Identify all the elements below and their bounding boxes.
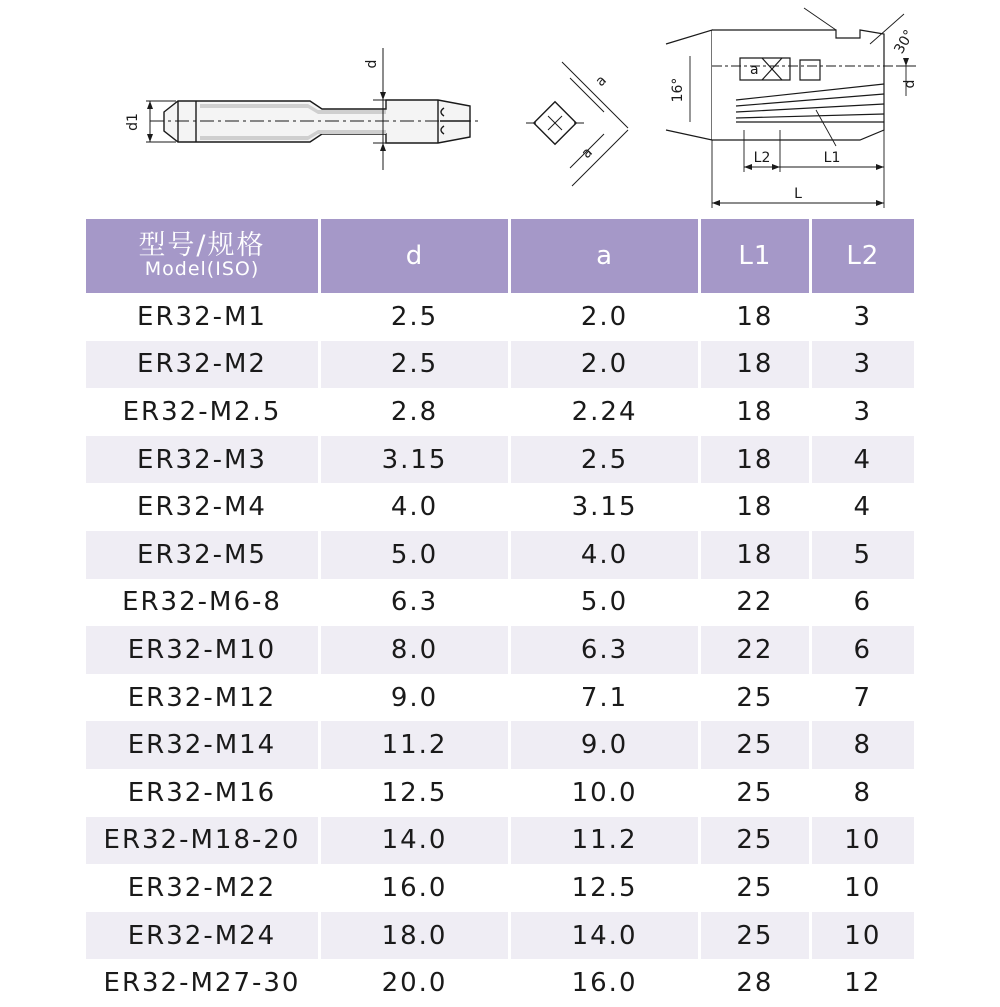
table-header-row bbox=[86, 219, 914, 293]
technical-drawings bbox=[0, 0, 1000, 215]
header-model bbox=[86, 219, 321, 293]
cell-model: ER32-M5 bbox=[86, 531, 321, 579]
cell-l1: 25 bbox=[701, 864, 812, 912]
cell-l1: 25 bbox=[701, 769, 812, 817]
table-row bbox=[86, 436, 914, 484]
cell-l1: 22 bbox=[701, 626, 812, 674]
drawings-svg bbox=[0, 0, 1000, 215]
cell-l1: 25 bbox=[701, 674, 812, 722]
cell-l2: 10 bbox=[844, 872, 882, 903]
cell-l1: 25 bbox=[701, 912, 812, 960]
table-row bbox=[86, 626, 914, 674]
header-L2: L2 bbox=[812, 219, 914, 293]
cell-d: 5.0 bbox=[321, 531, 511, 579]
cell-d: 9.0 bbox=[321, 674, 511, 722]
cell-l2: 7 bbox=[853, 682, 873, 713]
table-row bbox=[86, 579, 914, 627]
cell-d: 3.15 bbox=[321, 436, 511, 484]
header-a: a bbox=[511, 219, 701, 293]
header-model-en: Model(ISO) bbox=[144, 258, 260, 281]
label-a-lower: a bbox=[578, 144, 596, 162]
table-row bbox=[86, 674, 914, 722]
cell-l1: 18 bbox=[701, 436, 812, 484]
cell-model: ER32-M4 bbox=[86, 483, 321, 531]
cell-l1: 18 bbox=[701, 483, 812, 531]
cell-l2: 10 bbox=[812, 912, 914, 960]
label-a-upper: a bbox=[592, 72, 610, 90]
cell-d: 4.0 bbox=[321, 483, 511, 531]
cell-a: 14.0 bbox=[511, 912, 701, 960]
label-L1: L1 bbox=[823, 150, 841, 166]
cell-model: ER32-M6-8 bbox=[86, 579, 321, 627]
cell-model: ER32-M22 bbox=[86, 864, 321, 912]
cell-l1: 25 bbox=[701, 817, 812, 865]
cell-model: ER32-M18-20 bbox=[86, 817, 321, 865]
cell-d: 8.0 bbox=[321, 626, 511, 674]
cell-l2: 4 bbox=[812, 436, 914, 484]
cell-l2: 12 bbox=[844, 968, 882, 999]
spec-table bbox=[86, 219, 914, 1007]
cell-a: 7.1 bbox=[511, 674, 701, 722]
cell-d: 14.0 bbox=[321, 817, 511, 865]
cell-a: 11.2 bbox=[511, 817, 701, 865]
cell-d: 6.3 bbox=[321, 579, 511, 627]
cell-a: 16.0 bbox=[511, 959, 701, 1007]
cell-model: ER32-M12 bbox=[86, 674, 321, 722]
cell-a: 2.5 bbox=[511, 436, 701, 484]
cell-l2: 3 bbox=[812, 341, 914, 389]
cell-d: 11.2 bbox=[321, 721, 511, 769]
header-d: d bbox=[321, 219, 511, 293]
label-angle-30: 30° bbox=[891, 27, 918, 57]
table-row bbox=[86, 293, 914, 341]
cell-a: 9.0 bbox=[511, 721, 701, 769]
cell-l2: 3 bbox=[853, 301, 873, 332]
table-row bbox=[86, 388, 914, 436]
table-row bbox=[86, 483, 914, 531]
cell-l2: 3 bbox=[853, 396, 873, 427]
label-d-right: d bbox=[902, 79, 918, 89]
cell-l1: 25 bbox=[701, 721, 812, 769]
table-row bbox=[86, 769, 914, 817]
cell-a: 2.24 bbox=[511, 388, 701, 436]
cell-a: 2.0 bbox=[511, 293, 701, 341]
label-a-right: a bbox=[750, 62, 759, 78]
label-L: L bbox=[794, 186, 802, 202]
cell-l2: 4 bbox=[853, 492, 873, 523]
cell-d: 16.0 bbox=[321, 864, 511, 912]
cell-l2: 6 bbox=[812, 626, 914, 674]
cell-model: ER32-M27-30 bbox=[86, 959, 321, 1007]
cell-l2: 8 bbox=[853, 777, 873, 808]
label-angle-16: 16° bbox=[670, 77, 686, 103]
square-section-drawing bbox=[526, 62, 628, 186]
cell-l1: 18 bbox=[701, 293, 812, 341]
cell-l1: 18 bbox=[701, 388, 812, 436]
cell-d: 20.0 bbox=[321, 959, 511, 1007]
table-row bbox=[86, 721, 914, 769]
cell-model: ER32-M14 bbox=[86, 721, 321, 769]
cell-a: 2.0 bbox=[511, 341, 701, 389]
table-row bbox=[86, 817, 914, 865]
tap-shank-drawing bbox=[146, 48, 478, 170]
cell-a: 3.15 bbox=[511, 483, 701, 531]
collet-section-drawing bbox=[666, 8, 916, 208]
table-body bbox=[86, 293, 914, 1007]
cell-l1: 28 bbox=[701, 959, 812, 1007]
cell-d: 2.5 bbox=[321, 293, 511, 341]
cell-l1: 22 bbox=[701, 579, 812, 627]
cell-d: 18.0 bbox=[321, 912, 511, 960]
cell-l2: 6 bbox=[853, 587, 873, 618]
cell-model: ER32-M2.5 bbox=[86, 388, 321, 436]
table-row bbox=[86, 531, 914, 579]
header-L1: L1 bbox=[701, 219, 812, 293]
cell-d: 2.8 bbox=[321, 388, 511, 436]
cell-model: ER32-M10 bbox=[86, 626, 321, 674]
cell-l1: 18 bbox=[701, 531, 812, 579]
header-model-cn: 型号/规格 bbox=[138, 229, 266, 261]
cell-d: 12.5 bbox=[321, 769, 511, 817]
cell-l2: 10 bbox=[812, 817, 914, 865]
cell-model: ER32-M1 bbox=[86, 293, 321, 341]
cell-model: ER32-M24 bbox=[86, 912, 321, 960]
label-L2: L2 bbox=[753, 150, 771, 166]
cell-model: ER32-M2 bbox=[86, 341, 321, 389]
table-row bbox=[86, 341, 914, 389]
table-row bbox=[86, 912, 914, 960]
label-d-left: d bbox=[364, 59, 380, 69]
cell-a: 5.0 bbox=[511, 579, 701, 627]
cell-a: 4.0 bbox=[511, 531, 701, 579]
table-row bbox=[86, 864, 914, 912]
cell-l2: 8 bbox=[812, 721, 914, 769]
label-d1: d1 bbox=[125, 113, 141, 131]
cell-l2: 5 bbox=[812, 531, 914, 579]
cell-d: 2.5 bbox=[321, 341, 511, 389]
cell-model: ER32-M3 bbox=[86, 436, 321, 484]
cell-a: 10.0 bbox=[511, 769, 701, 817]
cell-a: 6.3 bbox=[511, 626, 701, 674]
cell-a: 12.5 bbox=[511, 864, 701, 912]
cell-model: ER32-M16 bbox=[86, 769, 321, 817]
cell-l1: 18 bbox=[701, 341, 812, 389]
